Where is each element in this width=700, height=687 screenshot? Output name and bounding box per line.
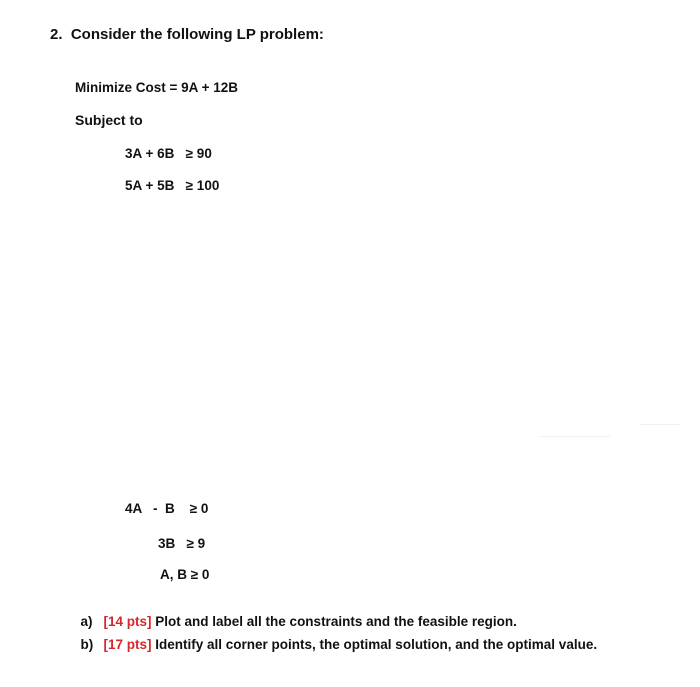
part-b-text: Identify all corner points, the optimal solution, and the optimal value. (151, 636, 598, 652)
subject-to-label: Subject to (75, 112, 143, 128)
non-negativity-constraint: A, B ≥ 0 (160, 567, 210, 582)
constraint-1: 3A + 6B ≥ 90 (125, 146, 212, 161)
objective-function: Minimize Cost = 9A + 12B (75, 80, 239, 95)
part-b (73, 624, 597, 651)
part-a-label: a) (80, 613, 93, 629)
question-title: 2. Consider the following LP problem: (50, 26, 324, 43)
part-b-points: [17 pts] (103, 636, 152, 652)
part-a-points: [14 pts] (103, 613, 152, 629)
constraint-3: 4A - B ≥ 0 (125, 501, 209, 516)
constraint-2: 5A + 5B ≥ 100 (125, 178, 220, 193)
scan-artifact-line (640, 424, 680, 425)
constraint-4: 3B ≥ 9 (158, 536, 206, 551)
scan-artifact-line (540, 436, 610, 437)
part-a-text: Plot and label all the constraints and the feasible region. (151, 613, 517, 629)
part-b-label: b) (80, 636, 94, 652)
